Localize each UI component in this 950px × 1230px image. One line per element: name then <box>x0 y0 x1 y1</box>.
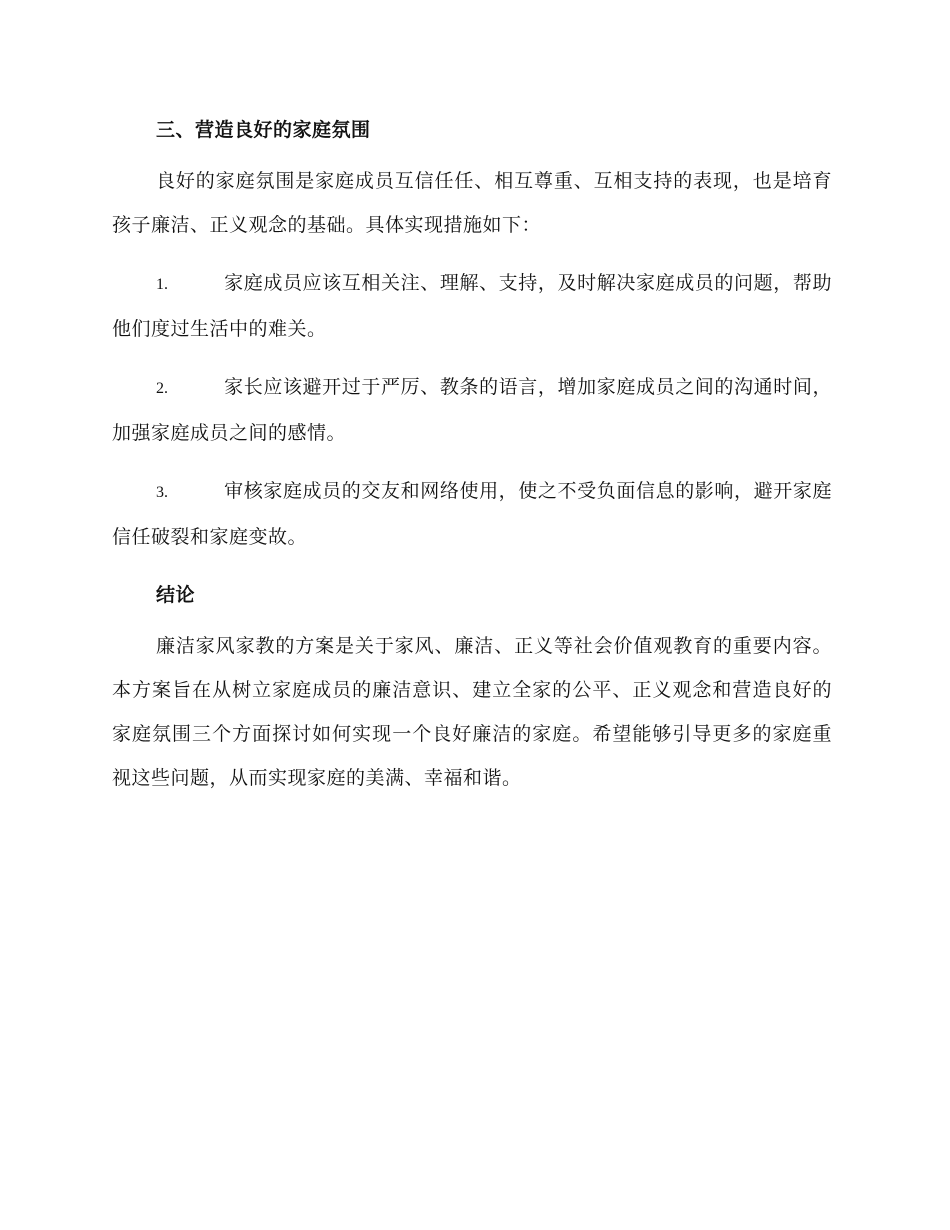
list-item-text: 家庭成员应该互相关注、理解、支持，及时解决家庭成员的问题，帮助他们度过生活中的难关。 <box>112 272 832 340</box>
list-item-number: 2. <box>156 380 168 397</box>
list-item-number: 1. <box>156 276 168 293</box>
document-body <box>112 108 832 814</box>
conclusion-heading: 结论 <box>156 584 196 606</box>
list-item <box>112 261 832 351</box>
list-item-text: 家长应该避开过于严厉、教条的语言，增加家庭成员之间的沟通时间，加强家庭成员之间的感情。 <box>112 376 832 444</box>
list-item <box>112 365 832 455</box>
list-item <box>112 469 832 559</box>
section-heading: 三、营造良好的家庭氛围 <box>156 119 371 141</box>
section-intro-paragraph: 良好的家庭氛围是家庭成员互信任任、相互尊重、互相支持的表现，也是培育孩子廉洁、正义观念的基础。具体实现措施如下： <box>112 170 832 236</box>
list-item-number: 3. <box>156 484 168 501</box>
list-item-text: 审核家庭成员的交友和网络使用，使之不受负面信息的影响，避开家庭信任破裂和家庭变故。 <box>112 480 832 548</box>
conclusion-paragraph: 廉洁家风家教的方案是关于家风、廉洁、正义等社会价值观教育的重要内容。本方案旨在从树立家庭成员的廉洁意识、建立全家的公平、正义观念和营造良好的家庭氛围三个方面探讨如何实现一个良好廉洁的家庭。希望能够引导更多的家庭重视这些问题，从而实现家庭的美满、幸福和谐。 <box>112 635 832 789</box>
